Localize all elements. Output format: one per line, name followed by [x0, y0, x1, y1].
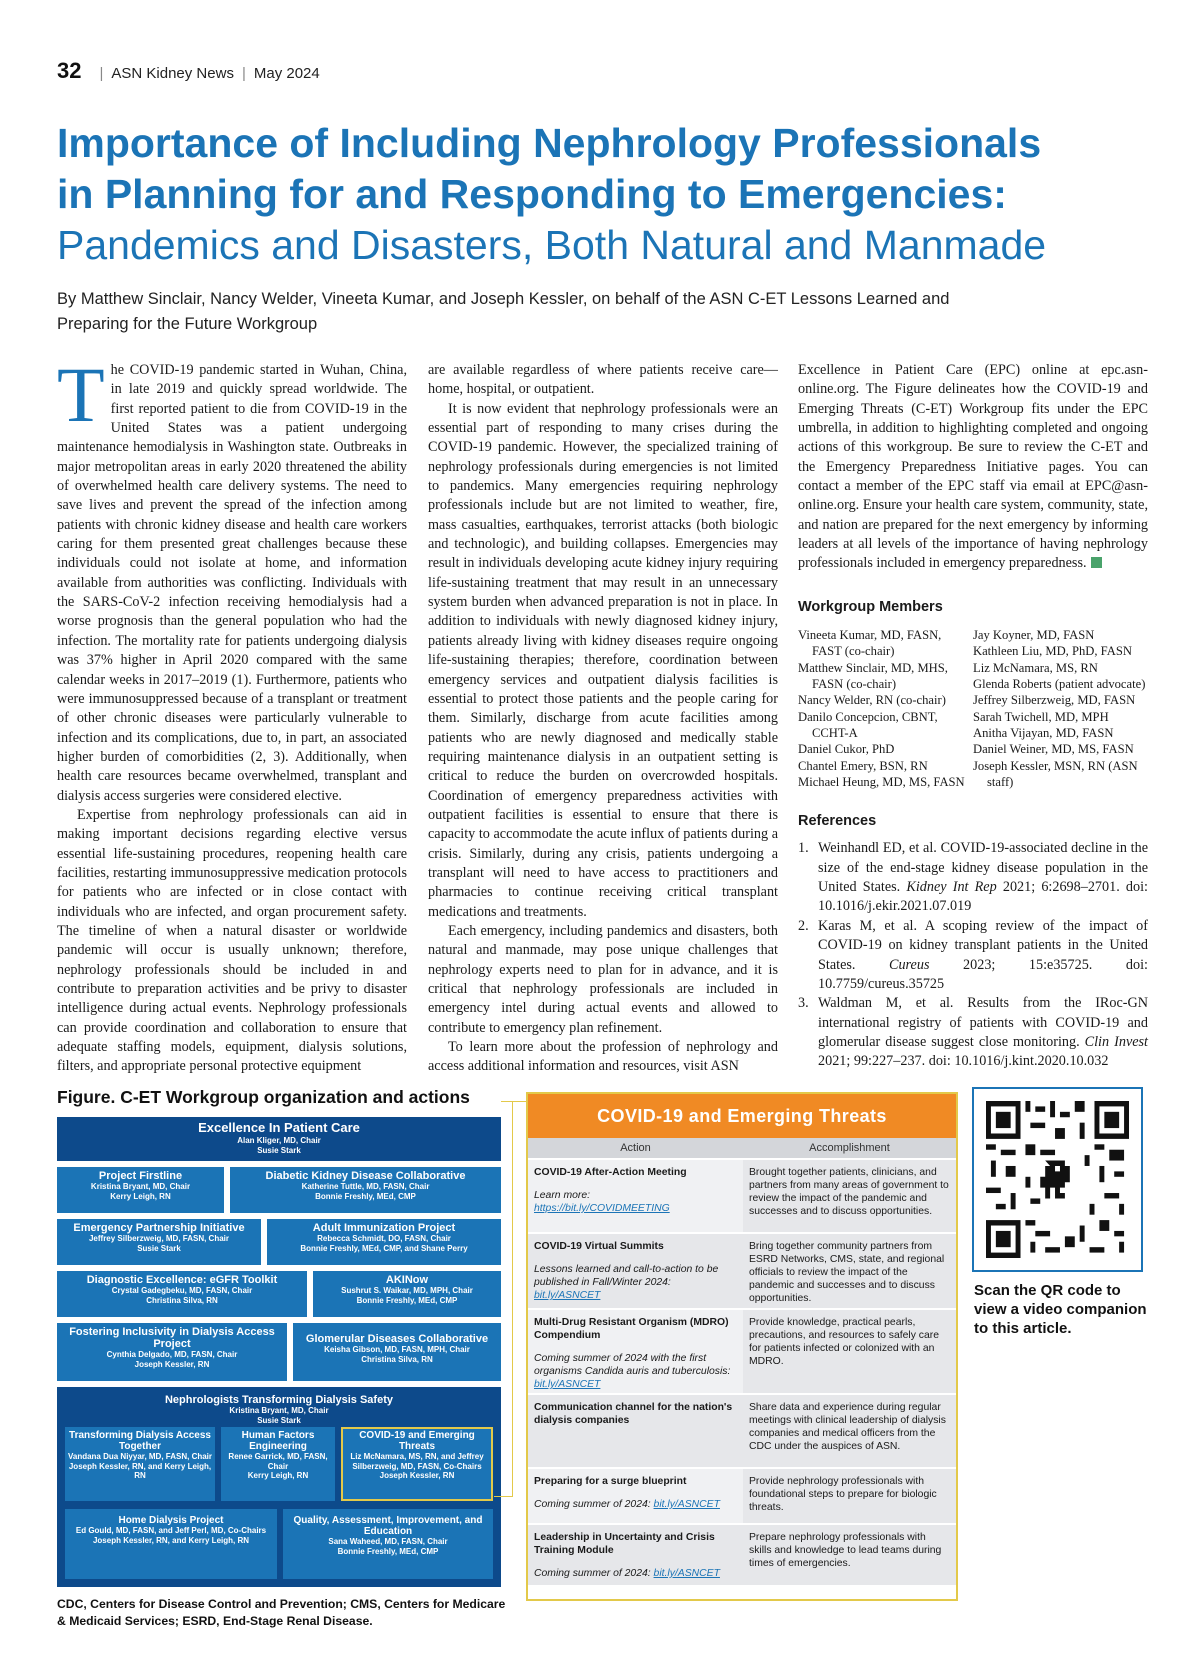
link[interactable]: https://bit.ly/COVIDMEETING: [534, 1203, 670, 1214]
org-sub-box: Quality, Assessment, Improvement, and Education Sana Waheed, MD, FASN, Chair Bonnie Freshly, MEd, CMP: [283, 1509, 493, 1579]
org-box: Glomerular Diseases Collaborative Keisha Gibson, MD, FASN, MPH, Chair Christina Silva, RN: [293, 1323, 501, 1381]
qr-code[interactable]: [972, 1087, 1143, 1272]
column-header-action: Action: [620, 1142, 651, 1154]
org-box: Diagnostic Excellence: eGFR Toolkit Crystal Gadegbeku, MD, FASN, Chair Christina Silva, RN: [57, 1271, 307, 1317]
link[interactable]: bit.ly/ASNCET: [653, 1499, 720, 1510]
issue-date: May 2024: [253, 65, 320, 82]
publication-name: ASN Kidney News: [111, 65, 234, 82]
member: Kathleen Liu, MD, PhD, FASN: [973, 644, 1132, 659]
body-paragraph: Excellence in Patient Care (EPC) online at epc.asn-online.org. The Figure delineates how the COVID-19 and Emerging Threats (C-ET) Workgroup fits under the EPC umbrella, in addition to highlighting completed and ongoing actions of this workgroup. Be sure to review the C-ET and the Emergency Preparedness Initiative pages. You can contact a member of the EPC staff via email at EPC@asn-online.org. Ensure your health care system, community, state, and nation are prepared for the next emergency by informing leaders at all levels of the importance of having nephrology professionals included in emergency preparedness.: [798, 362, 1148, 572]
org-box: Emergency Partnership Initiative Jeffrey Silberzweig, MD, FASN, Chair Susie Stark: [57, 1219, 261, 1265]
table-row: Multi-Drug Resistant Organism (MDRO) Compendium Coming summer of 2024 with the first organisms Candida auris and tuberculosis: bit.ly/ASNCET Provide knowledge, practical pearls, precautions, and resources to safely care for patients infected or colonized with an MDRO.: [528, 1308, 956, 1393]
reference-item: 3. Waldman M, et al. Results from the IRoc-GN international registry of patients with COVID-19 and glomerular disease suggest close monitoring. Clin Invest 2021; 99:227–237. doi: 10.1016/j.kint.2020.10.032: [798, 995, 1148, 1070]
member: Nancy Welder, RN (co-chair): [798, 693, 946, 708]
workgroup-members: [798, 627, 1148, 790]
table-row: Leadership in Uncertainty and Crisis Training Module Coming summer of 2024: bit.ly/ASNCET Prepare nephrology professionals with skills and knowledge to lead teams during times of emergencies.: [528, 1523, 956, 1585]
org-box: Diabetic Kidney Disease Collaborative Katherine Tuttle, MD, FASN, Chair Bonnie Freshly, MEd, CMP: [230, 1167, 501, 1213]
byline: By Matthew Sinclair, Nancy Welder, Vineeta Kumar, and Joseph Kessler, on behalf of the ASN C-ET Lessons Learned and Preparing for the Future Workgroup: [57, 290, 950, 333]
member: Liz McNamara, MS, RN: [973, 660, 1098, 675]
org-box: Adult Immunization Project Rebecca Schmidt, DO, FASN, Chair Bonnie Freshly, MEd, CMP, and Shane Perry: [267, 1219, 501, 1265]
figure-title: Figure. C-ET Workgroup organization and actions: [57, 1087, 470, 1107]
member: Chantel Emery, BSN, RN: [798, 758, 928, 773]
figure-note: CDC, Centers for Disease Control and Prevention; CMS, Centers for Medicare & Medicaid Services; ESRD, End-Stage Renal Disease.: [57, 1597, 506, 1628]
body-paragraph: Each emergency, including pandemics and disasters, both natural and manmade, may pose unique challenges that nephrology experts need to plan for in advance, and it is critical that nephrology professionals are included in emergency intel during actual events and allowed to contribute to emergency plan refinement.: [428, 922, 778, 1036]
connector-line: [512, 1101, 513, 1496]
member: Sarah Twichell, MD, MPH: [973, 709, 1109, 724]
table-header: [528, 1138, 956, 1158]
article-title: [57, 118, 1167, 271]
org-box: Project Firstline Kristina Bryant, MD, Chair Kerry Leigh, RN: [57, 1167, 224, 1213]
body-column-2: [428, 361, 778, 1077]
org-box: AKINow Sushrut S. Waikar, MD, MPH, Chair Bonnie Freshly, MEd, CMP: [313, 1271, 501, 1317]
workgroup-list-left: [798, 627, 973, 790]
column-header-accomplishment: Accomplishment: [809, 1142, 890, 1154]
org-sub-box-cet: COVID-19 and Emerging Threats Liz McNamara, MS, RN, and Jeffrey Silberzweig, MD, FASN, Co-Chairs Joseph Kessler, RN: [341, 1427, 493, 1501]
member: Anitha Vijayan, MD, FASN: [973, 725, 1114, 740]
page-number: 32: [57, 58, 82, 83]
reference-list: [798, 839, 1148, 1071]
body-paragraph: are available regardless of where patients receive care—home, hospital, or outpatient.: [428, 362, 778, 398]
title-line-2: in Planning for and Responding to Emergencies:: [57, 171, 1007, 217]
body-column-3: [798, 361, 1148, 1072]
member: Jay Koyner, MD, FASN: [973, 628, 1095, 643]
connector-line: [494, 1496, 513, 1497]
header-divider: |: [241, 65, 246, 82]
qr-code-icon: [986, 1101, 1129, 1258]
org-sub-box: Home Dialysis Project Ed Gould, MD, FASN, and Jeff Perl, MD, Co-Chairs Joseph Kessler, RN, and Kerry Leigh, RN: [65, 1509, 277, 1579]
org-sub-box: Transforming Dialysis Access Together Vandana Dua Niyyar, MD, FASN, Chair Joseph Kessler, RN, and Kerry Leigh, RN: [65, 1427, 215, 1501]
link[interactable]: bit.ly/ASNCET: [534, 1379, 601, 1390]
table-row: Preparing for a surge blueprint Coming summer of 2024: bit.ly/ASNCET Provide nephrology professionals with foundational steps to prepare for biologic threats.: [528, 1467, 956, 1523]
body-paragraph: Expertise from nephrology professionals can aid in making important decisions regarding elective versus essential life-sustaining procedures, reopening health care facilities, restarting immunosuppressive medication protocols for patients who are infected or in close contact with individuals who are infected, and organ procurement safety. The timeline of when a natural disaster or worldwide pandemic will occur is usually unknown; therefore, nephrology professionals should be included in and contribute to preparation activities and be privy to disaster intelligence during actual events. Nephrology professionals can provide coordination and collaboration to ensure that adequate staffing models, equipment, dialysis solutions, filters, and appropriate personal protective equipment: [57, 806, 407, 1075]
references-heading: References: [798, 813, 877, 830]
org-box-epc: Excellence In Patient Care Alan Kliger, MD, Chair Susie Stark: [57, 1117, 501, 1161]
member: Matthew Sinclair, MD, MHS, FASN (co-chair): [798, 660, 948, 692]
body-paragraph: To learn more about the profession of nephrology and access additional information and resources, visit ASN: [428, 1039, 778, 1075]
end-mark-icon: [1091, 557, 1102, 568]
link[interactable]: bit.ly/ASNCET: [653, 1568, 720, 1579]
member: Daniel Cukor, PhD: [798, 742, 895, 757]
workgroup-list-right: [973, 627, 1148, 790]
title-line-1: Importance of Including Nephrology Professionals: [57, 120, 1042, 166]
running-header: [57, 58, 320, 84]
table-body: [528, 1158, 956, 1585]
member: Daniel Weiner, MD, MS, FASN: [973, 742, 1134, 757]
workgroup-heading: Workgroup Members: [798, 598, 943, 615]
member: Danilo Concepcion, CBNT, CCHT-A: [798, 709, 938, 740]
body-column-1: [57, 351, 407, 1077]
org-box-ntds: Nephrologists Transforming Dialysis Safety Kristina Bryant, MD, Chair Susie Stark: [57, 1387, 501, 1587]
org-sub-box: Human Factors Engineering Renee Garrick, MD, FASN, Chair Kerry Leigh, RN: [221, 1427, 335, 1501]
body-paragraph: The COVID-19 pandemic started in Wuhan, China, in late 2019 and quickly spread worldwide. The first reported patient to die from COVID-19 in the United States was a patient undergoing maintenance hemodialysis in Washington state. Outbreaks in major metropolitan areas in early 2020 threatened the ability of overwhelmed health care delivery systems. The need to save lives and prevent the spread of the infection among patients with chronic kidney disease and health care workers caring for them presented great challenges because these individuals could not isolate at home, and information available from authorities was conflicting. Individuals with the SARS-CoV-2 infection receiving hemodialysis had a worse prognosis than the general population who had the infection. The mortality rate for patients undergoing dialysis was 37% higher in April 2020 compared with the same calendar weeks in 2017–2019 (1). Furthermore, patients who were immunosuppressed because of a transplant or treatment of other chronic diseases were particularly vulnerable to infection and its complications, due to, in part, an associated higher burden of comorbidities (2, 3). Additionally, when health care resources became overwhelmed, transplant and dialysis access surgeries were considered elective.: [57, 351, 407, 804]
title-line-3: Pandemics and Disasters, Both Natural and Manmade: [57, 222, 1047, 268]
member: Glenda Roberts (patient advocate): [973, 677, 1146, 692]
reference-item: 1. Weinhandl ED, et al. COVID-19-associated decline in the size of the end-stage kidney disease population in the United States. Kidney Int Rep 2021; 6:2698–2701. doi: 10.1016/j.ekir.2021.07.019: [798, 840, 1148, 915]
reference-item: 2. Karas M, et al. A scoping review of the impact of COVID-19 on kidney transplant patients in the United States. Cureus 2023; 15:e35725. doi: 10.7759/cureus.35725: [798, 917, 1148, 992]
link[interactable]: bit.ly/ASNCET: [534, 1290, 601, 1301]
table-row: COVID-19 After-Action Meeting Learn more: https://bit.ly/COVIDMEETING Brought together patients, clinicians, and partners from many areas of government to review the impact of the pandemic and successes and to discuss opportunities.: [528, 1158, 956, 1232]
member: Michael Heung, MD, MS, FASN: [798, 774, 965, 789]
table-title: COVID-19 and Emerging Threats: [528, 1094, 956, 1138]
drop-cap: T: [57, 351, 105, 438]
header-divider: |: [99, 65, 104, 82]
member: Joseph Kessler, MSN, RN (ASN staff): [973, 758, 1138, 789]
org-box: Fostering Inclusivity in Dialysis Access Project Cynthia Delgado, MD, FASN, Chair Joseph Kessler, RN: [57, 1323, 287, 1381]
org-chart: [57, 1117, 501, 1587]
connector-line: [501, 1101, 526, 1102]
qr-caption: Scan the QR code to view a video companion to this article.: [974, 1282, 1147, 1337]
cet-actions-table: [526, 1092, 958, 1601]
member: Vineeta Kumar, MD, FASN, FAST (co-chair): [798, 628, 942, 659]
body-paragraph: It is now evident that nephrology professionals were an essential part of responding to many crises during the COVID-19 pandemic. However, the specialized training of nephrology professionals during emergencies is not limited to pandemics. Many emergencies requiring nephrology professionals include but are not limited to weather, fire, mass casualties, earthquakes, terrorist attacks (both biologic and technologic), and building collapses. Emergencies may result in individuals developing acute kidney injury requiring life-sustaining treatment that may result in an unnecessary system burden when advanced preparation is not in place. In addition to individuals with newly diagnosed kidney injury, patients already living with kidney diseases require ongoing life-sustaining therapies; therefore, coordination between emergency services and outpatient dialysis facilities is essential to protect those patients and the people caring for them. Similarly, discharge from acute facilities among patients who are newly diagnosed and medically stable requiring maintenance dialysis in an outpatient setting is critical to reduce the burden on overcrowded hospitals. Coordination of emergency preparedness activities with outpatient facilities is essential to ensure that there is capacity to accommodate the acute influx of patients during a crisis. Similarly, during any crisis, patients undergoing a transplant will need to have access to practitioners and pharmacies to continue receiving critical transplant medications and treatments.: [428, 400, 778, 920]
table-row: COVID-19 Virtual Summits Lessons learned and call-to-action to be published in Fall/Winter 2024: bit.ly/ASNCET Bring together community partners from ESRD Networks, CMS, state, and regional officials to review the impact of the pandemic and successes and to discuss opportunities.: [528, 1232, 956, 1308]
member: Jeffrey Silberzweig, MD, FASN: [973, 693, 1136, 708]
table-row: Communication channel for the nation's dialysis companies Share data and experience during regular meetings with clinical leadership of dialysis companies and medical officers from the CDC under the auspices of ASN.: [528, 1393, 956, 1467]
